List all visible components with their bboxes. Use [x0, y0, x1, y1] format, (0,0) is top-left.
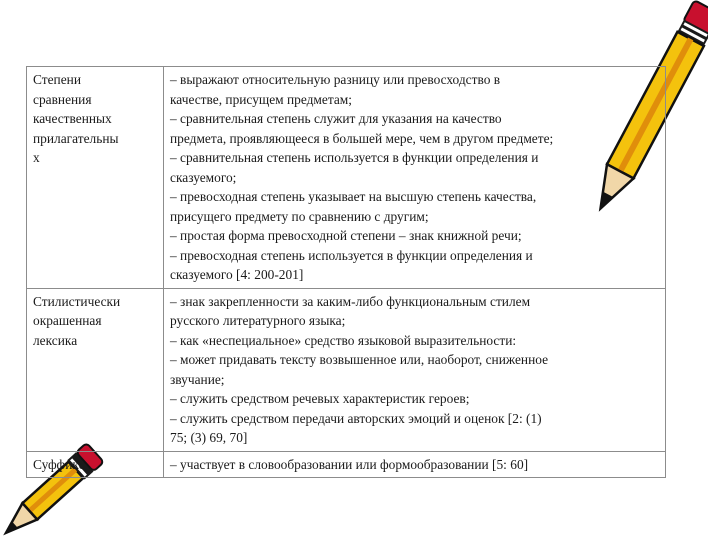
description-line: – выражают относительную разницу или превосходство в: [170, 72, 501, 87]
grammar-table: [26, 66, 666, 478]
description-line: сказуемого;: [170, 169, 237, 185]
description-cell: [164, 288, 666, 451]
description-cell: [164, 67, 666, 289]
term-text: качественных: [33, 111, 112, 126]
term-text: Степени: [33, 72, 81, 87]
term-text: прилагательны: [33, 130, 119, 146]
description-line: качестве, присущем предметам;: [170, 91, 352, 107]
description-line: предмета, проявляющееся в большей мере, чем в другом предмете;: [170, 130, 554, 146]
term-text: окрашенная: [33, 313, 102, 328]
description-line: – служить средством передачи авторских эмоций и оценок [2: (1): [170, 410, 542, 426]
description-line: – сравнительная степень используется в функции определения и: [170, 150, 539, 165]
description-line: русского литературного языка;: [170, 313, 346, 328]
description-line: – служить средством речевых характеристик героев;: [170, 391, 470, 406]
term-text: сравнения: [33, 91, 92, 107]
term-cell: [27, 67, 164, 289]
description-cell: [164, 451, 666, 478]
description-line: звучание;: [170, 371, 225, 387]
description-line: – простая форма превосходной степени – знак книжной речи;: [170, 228, 522, 243]
description-line: – знак закрепленности за каким-либо функциональным стилем: [170, 293, 531, 309]
description-line: 75; (3) 69, 70]: [170, 430, 248, 445]
description-line: присущего предмету по сравнению с другим;: [170, 208, 429, 224]
description-line: – как «неспециальное» средство языковой выразительности:: [170, 332, 517, 348]
description-line: – сравнительная степень служит для указания на качество: [170, 111, 502, 126]
table-row: [27, 451, 666, 478]
term-text: х: [33, 150, 40, 165]
term-text: Стилистически: [33, 293, 121, 309]
description-line: – участвует в словообразовании или формообразовании [5: 60]: [170, 456, 529, 472]
term-text: Суффикс: [33, 456, 85, 472]
description-line: сказуемого [4: 200-201]: [170, 267, 304, 282]
table-row: [27, 288, 666, 451]
term-cell: [27, 288, 164, 451]
table-row: [27, 67, 666, 289]
term-text: лексика: [33, 332, 78, 348]
description-line: – превосходная степень используется в функции определения и: [170, 247, 533, 263]
description-line: – может придавать тексту возвышенное или, наоборот, сниженное: [170, 352, 549, 367]
term-cell: [27, 451, 164, 478]
description-line: – превосходная степень указывает на высшую степень качества,: [170, 189, 537, 204]
